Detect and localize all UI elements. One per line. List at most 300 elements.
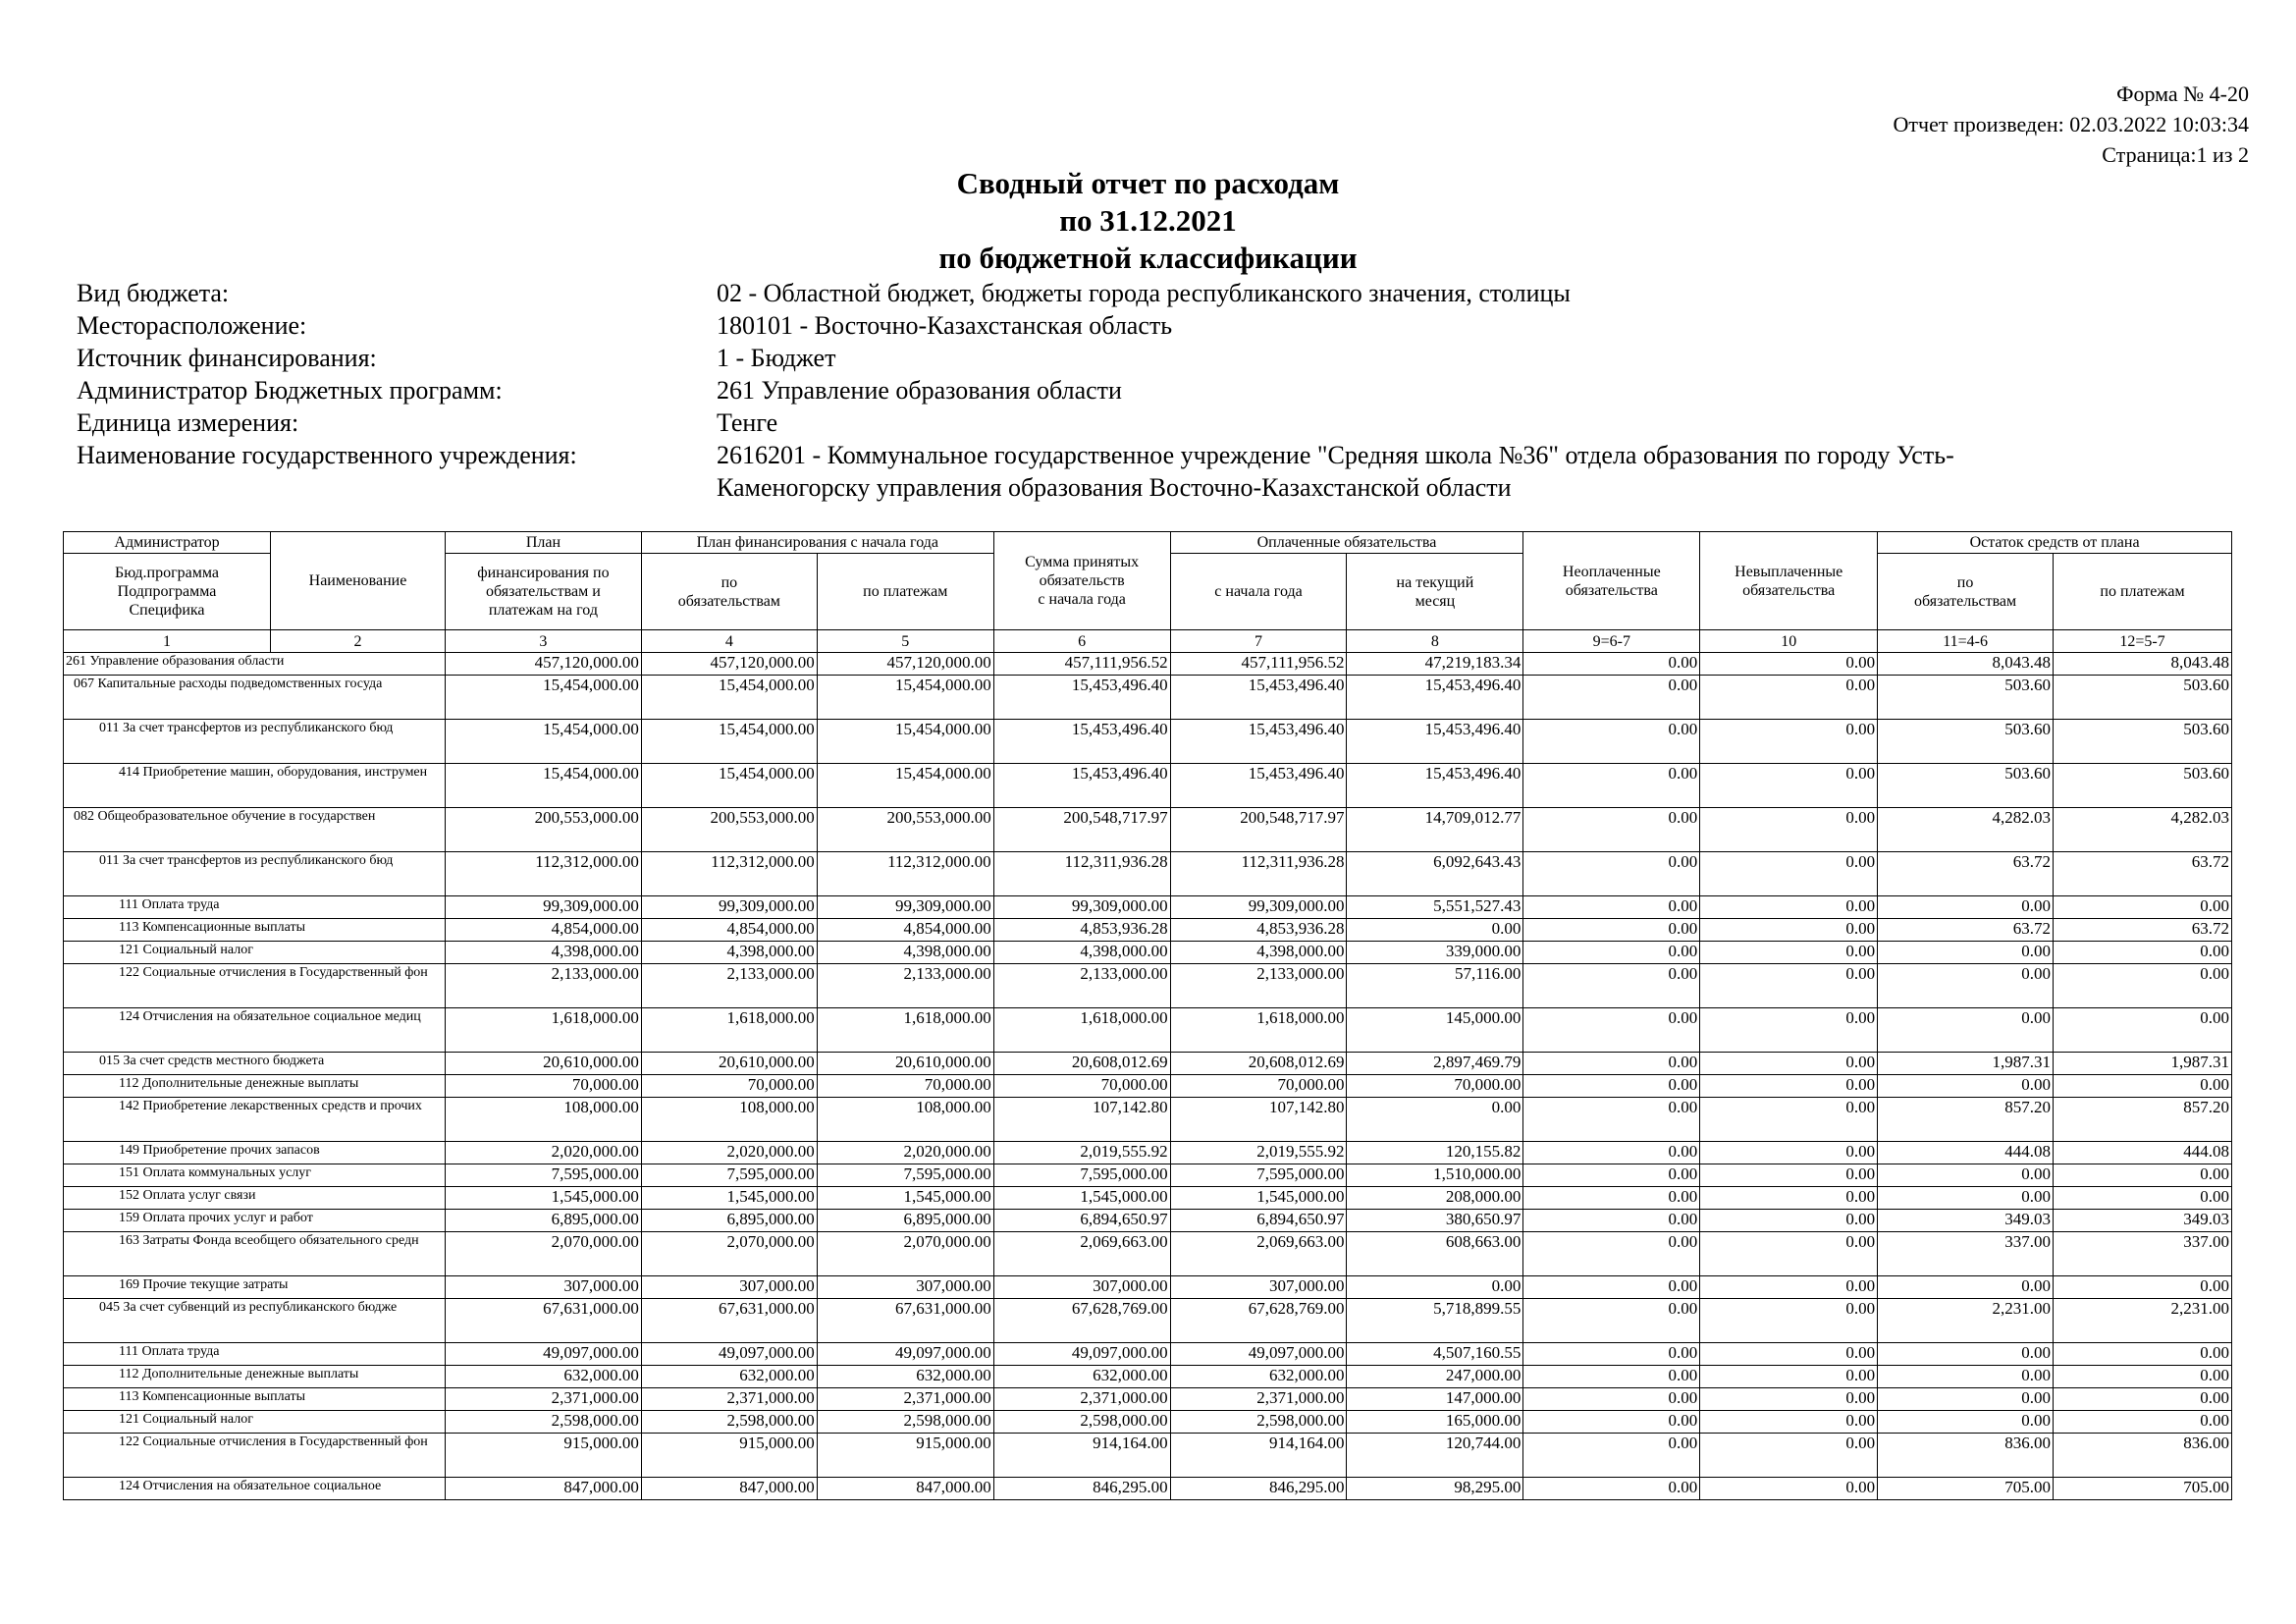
amount-cell: 15,454,000.00 xyxy=(445,676,641,720)
column-index: 5 xyxy=(817,630,993,653)
amount-cell: 0.00 xyxy=(1523,676,1700,720)
header-fin-by-payments: по платежам xyxy=(817,554,993,630)
amount-cell: 4,854,000.00 xyxy=(817,919,993,942)
budget-item-name: 122 Социальные отчисления в Государственный фон xyxy=(64,964,446,1008)
report-parameters xyxy=(77,277,2236,504)
column-index: 9=6-7 xyxy=(1523,630,1700,653)
amount-cell: 4,398,000.00 xyxy=(993,942,1170,964)
table-row xyxy=(64,1008,2232,1053)
amount-cell: 0.00 xyxy=(1347,1098,1523,1142)
amount-cell: 2,019,555.92 xyxy=(993,1142,1170,1164)
amount-cell: 120,155.82 xyxy=(1347,1142,1523,1164)
amount-cell: 67,631,000.00 xyxy=(817,1299,993,1343)
table-row xyxy=(64,1343,2232,1366)
amount-cell: 4,398,000.00 xyxy=(1170,942,1347,964)
amount-cell: 349.03 xyxy=(1878,1210,2054,1232)
budget-item-name: 122 Социальные отчисления в Государственный фон xyxy=(64,1434,446,1478)
amount-cell: 0.00 xyxy=(1700,1164,1878,1187)
table-row xyxy=(64,653,2232,676)
budget-item-name: 111 Оплата труда xyxy=(64,896,446,919)
header-financing-plan: План финансирования с начала года xyxy=(641,532,993,554)
column-index: 6 xyxy=(993,630,1170,653)
budget-item-name: 142 Приобретение лекарственных средств и прочих xyxy=(64,1098,446,1142)
amount-cell: 2,070,000.00 xyxy=(817,1232,993,1276)
amount-cell: 5,551,527.43 xyxy=(1347,896,1523,919)
amount-cell: 200,553,000.00 xyxy=(817,808,993,852)
column-index: 7 xyxy=(1170,630,1347,653)
budget-item-name: 124 Отчисления на обязательное социальное xyxy=(64,1478,446,1500)
header-accepted-obligations: Сумма принятых обязательств с начала года xyxy=(993,532,1170,630)
amount-cell: 47,219,183.34 xyxy=(1347,653,1523,676)
amount-cell: 2,598,000.00 xyxy=(445,1411,641,1434)
amount-cell: 0.00 xyxy=(1523,1478,1700,1500)
amount-cell: 15,454,000.00 xyxy=(641,764,817,808)
column-index: 2 xyxy=(271,630,446,653)
info-row-unit xyxy=(77,406,2236,439)
info-value: 261 Управление образования области xyxy=(717,376,1122,405)
amount-cell: 846,295.00 xyxy=(993,1478,1170,1500)
expense-report-table xyxy=(63,531,2232,1500)
amount-cell: 0.00 xyxy=(2054,1187,2232,1210)
table-row xyxy=(64,1142,2232,1164)
amount-cell: 0.00 xyxy=(1700,1187,1878,1210)
title-line-3: по бюджетной классификации xyxy=(938,241,1358,275)
header-paid-obligations: Оплаченные обязательства xyxy=(1170,532,1523,554)
amount-cell: 8,043.48 xyxy=(2054,653,2232,676)
info-value: 02 - Областной бюджет, бюджеты города республиканского значения, столицы xyxy=(717,279,1571,307)
amount-cell: 0.00 xyxy=(1523,852,1700,896)
amount-cell: 108,000.00 xyxy=(445,1098,641,1142)
amount-cell: 0.00 xyxy=(1700,1142,1878,1164)
budget-item-name: 112 Дополнительные денежные выплаты xyxy=(64,1075,446,1098)
info-label: Наименование государственного учреждения: xyxy=(77,441,577,469)
info-label: Единица измерения: xyxy=(77,408,299,437)
amount-cell: 2,231.00 xyxy=(2054,1299,2232,1343)
column-index: 8 xyxy=(1347,630,1523,653)
table-row xyxy=(64,964,2232,1008)
amount-cell: 4,507,160.55 xyxy=(1347,1343,1523,1366)
header-name: Наименование xyxy=(271,532,446,630)
amount-cell: 99,309,000.00 xyxy=(641,896,817,919)
amount-cell: 847,000.00 xyxy=(817,1478,993,1500)
column-index-row xyxy=(64,630,2232,653)
amount-cell: 0.00 xyxy=(1700,808,1878,852)
amount-cell: 503.60 xyxy=(1878,764,2054,808)
amount-cell: 15,453,496.40 xyxy=(993,764,1170,808)
amount-cell: 1,510,000.00 xyxy=(1347,1164,1523,1187)
table-row xyxy=(64,808,2232,852)
amount-cell: 70,000.00 xyxy=(993,1075,1170,1098)
column-index: 1 xyxy=(64,630,271,653)
amount-cell: 70,000.00 xyxy=(1170,1075,1347,1098)
amount-cell: 0.00 xyxy=(2054,1075,2232,1098)
column-index: 4 xyxy=(641,630,817,653)
budget-item-name: 011 За счет трансфертов из республиканского бюд xyxy=(64,852,446,896)
amount-cell: 0.00 xyxy=(1523,1434,1700,1478)
amount-cell: 0.00 xyxy=(1700,964,1878,1008)
amount-cell: 0.00 xyxy=(2054,1276,2232,1299)
amount-cell: 70,000.00 xyxy=(641,1075,817,1098)
amount-cell: 0.00 xyxy=(1700,1232,1878,1276)
amount-cell: 0.00 xyxy=(1700,1388,1878,1411)
table-row xyxy=(64,1299,2232,1343)
table-row xyxy=(64,1164,2232,1187)
amount-cell: 503.60 xyxy=(1878,676,2054,720)
amount-cell: 0.00 xyxy=(1878,1187,2054,1210)
amount-cell: 0.00 xyxy=(1523,1366,1700,1388)
amount-cell: 2,133,000.00 xyxy=(445,964,641,1008)
amount-cell: 7,595,000.00 xyxy=(993,1164,1170,1187)
amount-cell: 1,618,000.00 xyxy=(445,1008,641,1053)
budget-item-name: 151 Оплата коммунальных услуг xyxy=(64,1164,446,1187)
amount-cell: 503.60 xyxy=(2054,720,2232,764)
amount-cell: 0.00 xyxy=(1523,1075,1700,1098)
amount-cell: 1,618,000.00 xyxy=(817,1008,993,1053)
page-indicator: Страница:1 из 2 xyxy=(2102,142,2249,167)
amount-cell: 112,311,936.28 xyxy=(993,852,1170,896)
budget-item-name: 011 За счет трансфертов из республиканского бюд xyxy=(64,720,446,764)
amount-cell: 2,069,663.00 xyxy=(1170,1232,1347,1276)
amount-cell: 915,000.00 xyxy=(641,1434,817,1478)
amount-cell: 6,894,650.97 xyxy=(993,1210,1170,1232)
budget-item-name: 152 Оплата услуг связи xyxy=(64,1187,446,1210)
amount-cell: 847,000.00 xyxy=(445,1478,641,1500)
amount-cell: 0.00 xyxy=(2054,1008,2232,1053)
amount-cell: 70,000.00 xyxy=(445,1075,641,1098)
amount-cell: 15,454,000.00 xyxy=(445,720,641,764)
table-row xyxy=(64,676,2232,720)
amount-cell: 120,744.00 xyxy=(1347,1434,1523,1478)
amount-cell: 337.00 xyxy=(2054,1232,2232,1276)
amount-cell: 70,000.00 xyxy=(817,1075,993,1098)
amount-cell: 307,000.00 xyxy=(1170,1276,1347,1299)
amount-cell: 444.08 xyxy=(2054,1142,2232,1164)
amount-cell: 20,610,000.00 xyxy=(817,1053,993,1075)
amount-cell: 1,545,000.00 xyxy=(445,1187,641,1210)
amount-cell: 15,454,000.00 xyxy=(641,676,817,720)
amount-cell: 63.72 xyxy=(1878,919,2054,942)
budget-item-name: 113 Компенсационные выплаты xyxy=(64,919,446,942)
amount-cell: 0.00 xyxy=(1523,720,1700,764)
amount-cell: 2,231.00 xyxy=(1878,1299,2054,1343)
amount-cell: 4,853,936.28 xyxy=(1170,919,1347,942)
amount-cell: 2,020,000.00 xyxy=(445,1142,641,1164)
amount-cell: 0.00 xyxy=(1700,1411,1878,1434)
amount-cell: 112,312,000.00 xyxy=(445,852,641,896)
amount-cell: 0.00 xyxy=(1700,1098,1878,1142)
amount-cell: 0.00 xyxy=(1878,1366,2054,1388)
report-title xyxy=(0,165,2296,277)
header-remaining-funds: Остаток средств от плана xyxy=(1878,532,2232,554)
amount-cell: 0.00 xyxy=(2054,1366,2232,1388)
amount-cell: 0.00 xyxy=(1523,1008,1700,1053)
amount-cell: 0.00 xyxy=(1523,1299,1700,1343)
info-label: Источник финансирования: xyxy=(77,344,377,372)
amount-cell: 2,371,000.00 xyxy=(1170,1388,1347,1411)
table-row xyxy=(64,1075,2232,1098)
info-value: 180101 - Восточно-Казахстанская область xyxy=(717,311,1173,340)
amount-cell: 307,000.00 xyxy=(993,1276,1170,1299)
amount-cell: 0.00 xyxy=(1523,764,1700,808)
budget-item-name: 067 Капитальные расходы подведомственных госуда xyxy=(64,676,446,720)
header-paid-from-start: с начала года xyxy=(1170,554,1347,630)
amount-cell: 914,164.00 xyxy=(993,1434,1170,1478)
header-paid-current-month: на текущий месяц xyxy=(1347,554,1523,630)
table-row xyxy=(64,1366,2232,1388)
budget-item-name: 045 За счет субвенций из республиканского бюдже xyxy=(64,1299,446,1343)
amount-cell: 20,608,012.69 xyxy=(1170,1053,1347,1075)
amount-cell: 1,987.31 xyxy=(1878,1053,2054,1075)
amount-cell: 2,897,469.79 xyxy=(1347,1053,1523,1075)
amount-cell: 503.60 xyxy=(2054,764,2232,808)
amount-cell: 6,895,000.00 xyxy=(641,1210,817,1232)
table-row xyxy=(64,764,2232,808)
amount-cell: 0.00 xyxy=(1700,896,1878,919)
amount-cell: 4,854,000.00 xyxy=(641,919,817,942)
amount-cell: 2,598,000.00 xyxy=(817,1411,993,1434)
amount-cell: 457,111,956.52 xyxy=(993,653,1170,676)
header-not-paid-out-obligations: Невыплаченные обязательства xyxy=(1700,532,1878,630)
amount-cell: 2,133,000.00 xyxy=(641,964,817,1008)
amount-cell: 2,598,000.00 xyxy=(993,1411,1170,1434)
amount-cell: 0.00 xyxy=(1523,1053,1700,1075)
amount-cell: 0.00 xyxy=(1523,1276,1700,1299)
amount-cell: 339,000.00 xyxy=(1347,942,1523,964)
amount-cell: 20,610,000.00 xyxy=(641,1053,817,1075)
info-row-institution xyxy=(77,439,2236,504)
amount-cell: 2,069,663.00 xyxy=(993,1232,1170,1276)
amount-cell: 108,000.00 xyxy=(641,1098,817,1142)
amount-cell: 7,595,000.00 xyxy=(641,1164,817,1187)
amount-cell: 67,628,769.00 xyxy=(993,1299,1170,1343)
amount-cell: 0.00 xyxy=(1878,942,2054,964)
header-plan: План xyxy=(445,532,641,554)
amount-cell: 165,000.00 xyxy=(1347,1411,1523,1434)
amount-cell: 208,000.00 xyxy=(1347,1187,1523,1210)
amount-cell: 2,070,000.00 xyxy=(445,1232,641,1276)
amount-cell: 857.20 xyxy=(1878,1098,2054,1142)
amount-cell: 1,545,000.00 xyxy=(641,1187,817,1210)
amount-cell: 57,116.00 xyxy=(1347,964,1523,1008)
amount-cell: 1,987.31 xyxy=(2054,1053,2232,1075)
amount-cell: 0.00 xyxy=(1878,1343,2054,1366)
amount-cell: 0.00 xyxy=(1878,1411,2054,1434)
amount-cell: 107,142.80 xyxy=(1170,1098,1347,1142)
amount-cell: 2,598,000.00 xyxy=(641,1411,817,1434)
amount-cell: 7,595,000.00 xyxy=(817,1164,993,1187)
amount-cell: 503.60 xyxy=(2054,676,2232,720)
header-admin: Администратор xyxy=(64,532,271,554)
amount-cell: 0.00 xyxy=(1523,1098,1700,1142)
header-unpaid-obligations: Неоплаченные обязательства xyxy=(1523,532,1700,630)
column-index: 10 xyxy=(1700,630,1878,653)
amount-cell: 836.00 xyxy=(2054,1434,2232,1478)
amount-cell: 15,454,000.00 xyxy=(641,720,817,764)
amount-cell: 307,000.00 xyxy=(445,1276,641,1299)
amount-cell: 49,097,000.00 xyxy=(445,1343,641,1366)
budget-item-name: 124 Отчисления на обязательное социальное медиц xyxy=(64,1008,446,1053)
info-label: Администратор Бюджетных программ: xyxy=(77,376,503,405)
amount-cell: 63.72 xyxy=(2054,852,2232,896)
amount-cell: 0.00 xyxy=(1700,1075,1878,1098)
amount-cell: 2,133,000.00 xyxy=(817,964,993,1008)
table-row xyxy=(64,1187,2232,1210)
amount-cell: 2,020,000.00 xyxy=(817,1142,993,1164)
amount-cell: 0.00 xyxy=(1523,1210,1700,1232)
amount-cell: 49,097,000.00 xyxy=(817,1343,993,1366)
amount-cell: 15,454,000.00 xyxy=(817,764,993,808)
amount-cell: 15,453,496.40 xyxy=(1347,720,1523,764)
info-row-location xyxy=(77,309,2236,342)
amount-cell: 914,164.00 xyxy=(1170,1434,1347,1478)
amount-cell: 7,595,000.00 xyxy=(445,1164,641,1187)
amount-cell: 6,092,643.43 xyxy=(1347,852,1523,896)
amount-cell: 15,453,496.40 xyxy=(1347,764,1523,808)
amount-cell: 847,000.00 xyxy=(641,1478,817,1500)
amount-cell: 0.00 xyxy=(1878,1276,2054,1299)
amount-cell: 67,628,769.00 xyxy=(1170,1299,1347,1343)
title-line-1: Сводный отчет по расходам xyxy=(956,166,1340,200)
table-row xyxy=(64,919,2232,942)
amount-cell: 0.00 xyxy=(1700,919,1878,942)
table-row xyxy=(64,942,2232,964)
amount-cell: 99,309,000.00 xyxy=(445,896,641,919)
amount-cell: 0.00 xyxy=(1700,1366,1878,1388)
budget-item-name: 111 Оплата труда xyxy=(64,1343,446,1366)
info-row-administrator xyxy=(77,374,2236,406)
amount-cell: 0.00 xyxy=(1700,1299,1878,1343)
amount-cell: 63.72 xyxy=(2054,919,2232,942)
amount-cell: 4,398,000.00 xyxy=(445,942,641,964)
amount-cell: 307,000.00 xyxy=(817,1276,993,1299)
amount-cell: 0.00 xyxy=(1878,896,2054,919)
column-index: 11=4-6 xyxy=(1878,630,2054,653)
amount-cell: 1,545,000.00 xyxy=(817,1187,993,1210)
amount-cell: 98,295.00 xyxy=(1347,1478,1523,1500)
budget-item-name: 149 Приобретение прочих запасов xyxy=(64,1142,446,1164)
amount-cell: 1,545,000.00 xyxy=(993,1187,1170,1210)
amount-cell: 0.00 xyxy=(2054,942,2232,964)
amount-cell: 2,133,000.00 xyxy=(993,964,1170,1008)
amount-cell: 0.00 xyxy=(2054,1343,2232,1366)
amount-cell: 15,453,496.40 xyxy=(1347,676,1523,720)
amount-cell: 0.00 xyxy=(1700,1478,1878,1500)
amount-cell: 0.00 xyxy=(1523,1388,1700,1411)
amount-cell: 6,895,000.00 xyxy=(817,1210,993,1232)
column-index: 3 xyxy=(445,630,641,653)
header-remain-by-obligations: по обязательствам xyxy=(1878,554,2054,630)
amount-cell: 915,000.00 xyxy=(445,1434,641,1478)
amount-cell: 99,309,000.00 xyxy=(1170,896,1347,919)
amount-cell: 0.00 xyxy=(1878,1388,2054,1411)
amount-cell: 632,000.00 xyxy=(641,1366,817,1388)
header-fin-by-obligations: по обязательствам xyxy=(641,554,817,630)
amount-cell: 705.00 xyxy=(1878,1478,2054,1500)
table-row xyxy=(64,720,2232,764)
amount-cell: 0.00 xyxy=(1700,764,1878,808)
amount-cell: 457,120,000.00 xyxy=(641,653,817,676)
table-row xyxy=(64,1232,2232,1276)
amount-cell: 0.00 xyxy=(1700,1008,1878,1053)
amount-cell: 0.00 xyxy=(1700,942,1878,964)
amount-cell: 2,371,000.00 xyxy=(993,1388,1170,1411)
amount-cell: 112,312,000.00 xyxy=(817,852,993,896)
amount-cell: 0.00 xyxy=(1523,919,1700,942)
amount-cell: 0.00 xyxy=(1700,1053,1878,1075)
amount-cell: 632,000.00 xyxy=(445,1366,641,1388)
table-row xyxy=(64,896,2232,919)
table-body xyxy=(64,653,2232,1500)
amount-cell: 49,097,000.00 xyxy=(993,1343,1170,1366)
budget-item-name: 169 Прочие текущие затраты xyxy=(64,1276,446,1299)
amount-cell: 0.00 xyxy=(1523,942,1700,964)
header-plan-sub: финансирования по обязательствам и платежам на год xyxy=(445,554,641,630)
amount-cell: 836.00 xyxy=(1878,1434,2054,1478)
info-value xyxy=(717,439,2236,504)
amount-cell: 380,650.97 xyxy=(1347,1210,1523,1232)
amount-cell: 0.00 xyxy=(1523,1142,1700,1164)
amount-cell: 0.00 xyxy=(1523,896,1700,919)
table-header-row xyxy=(64,532,2232,554)
amount-cell: 15,453,496.40 xyxy=(993,720,1170,764)
info-row-budget-type xyxy=(77,277,2236,309)
amount-cell: 112,311,936.28 xyxy=(1170,852,1347,896)
amount-cell: 457,111,956.52 xyxy=(1170,653,1347,676)
amount-cell: 4,282.03 xyxy=(2054,808,2232,852)
amount-cell: 8,043.48 xyxy=(1878,653,2054,676)
budget-item-name: 261 Управление образования области xyxy=(64,653,446,676)
institution-name-line-1: 2616201 - Коммунальное государственное учреждение "Средняя школа №36" отдела образования по городу Усть- xyxy=(717,441,1954,469)
header-admin-sub: Бюд.программа Подпрограмма Специфика xyxy=(64,554,271,630)
amount-cell: 6,895,000.00 xyxy=(445,1210,641,1232)
amount-cell: 145,000.00 xyxy=(1347,1008,1523,1053)
amount-cell: 200,548,717.97 xyxy=(993,808,1170,852)
amount-cell: 112,312,000.00 xyxy=(641,852,817,896)
amount-cell: 0.00 xyxy=(1878,1075,2054,1098)
info-label: Вид бюджета: xyxy=(77,279,230,307)
budget-item-name: 082 Общеобразовательное обучение в государствен xyxy=(64,808,446,852)
amount-cell: 0.00 xyxy=(1523,808,1700,852)
amount-cell: 4,853,936.28 xyxy=(993,919,1170,942)
amount-cell: 49,097,000.00 xyxy=(641,1343,817,1366)
amount-cell: 349.03 xyxy=(2054,1210,2232,1232)
amount-cell: 0.00 xyxy=(1523,1343,1700,1366)
amount-cell: 15,454,000.00 xyxy=(445,764,641,808)
amount-cell: 0.00 xyxy=(1523,1164,1700,1187)
amount-cell: 0.00 xyxy=(1700,676,1878,720)
amount-cell: 5,718,899.55 xyxy=(1347,1299,1523,1343)
amount-cell: 0.00 xyxy=(1700,1434,1878,1478)
amount-cell: 2,133,000.00 xyxy=(1170,964,1347,1008)
amount-cell: 0.00 xyxy=(2054,1388,2232,1411)
amount-cell: 0.00 xyxy=(2054,1411,2232,1434)
budget-item-name: 121 Социальный налог xyxy=(64,1411,446,1434)
amount-cell: 15,454,000.00 xyxy=(817,676,993,720)
amount-cell: 15,453,496.40 xyxy=(1170,720,1347,764)
institution-name-line-2: Каменогорску управления образования Восточно-Казахстанской области xyxy=(717,473,1512,502)
budget-item-name: 112 Дополнительные денежные выплаты xyxy=(64,1366,446,1388)
amount-cell: 457,120,000.00 xyxy=(817,653,993,676)
amount-cell: 307,000.00 xyxy=(641,1276,817,1299)
amount-cell: 7,595,000.00 xyxy=(1170,1164,1347,1187)
table-row xyxy=(64,1098,2232,1142)
amount-cell: 15,453,496.40 xyxy=(1170,764,1347,808)
amount-cell: 0.00 xyxy=(1347,1276,1523,1299)
table-row xyxy=(64,1388,2232,1411)
amount-cell: 0.00 xyxy=(2054,896,2232,919)
amount-cell: 2,371,000.00 xyxy=(817,1388,993,1411)
amount-cell: 4,854,000.00 xyxy=(445,919,641,942)
